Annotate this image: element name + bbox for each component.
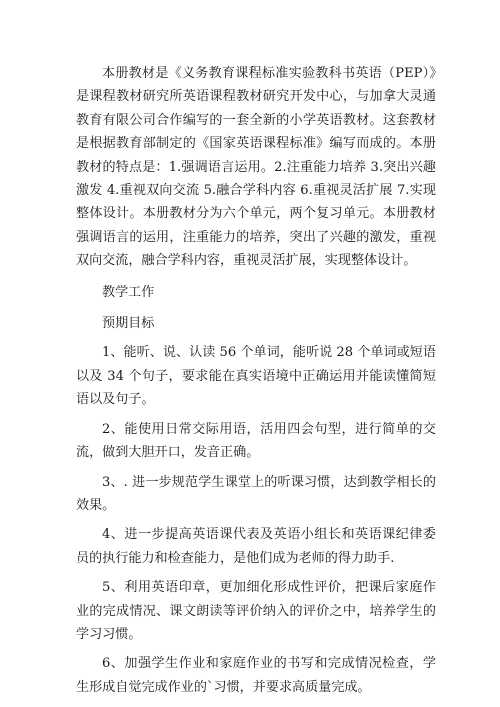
goal-item-4: 4、进一步提高英语课代表及英语小组长和英语课纪律委员的执行能力和检查能力，是他们成为老师的得力助手.: [76, 527, 436, 566]
goal-item-1: 1、能听、说、认读 56 个单词，能听说 28 个单词或短语以及 34 个句子，要求能在真实语境中正确运用并能读懂简短语以及句子。: [76, 345, 436, 408]
goal-item-6: 6、加强学生作业和家庭作业的书写和完成情况检查，学生形成自觉完成作业的`习惯，并要求高质量完成。: [76, 656, 436, 695]
section-heading: 教学工作: [102, 284, 155, 300]
goal-item-5: 5、利用英语印章，更加细化形成性评价，把课后家庭作业的完成情况、课文朗读等评价纳入的评价之中，培养学生的学习习惯。: [76, 580, 436, 642]
intro-paragraph: 本册教材是《义务教育课程标准实验教科书英语（PEP）》是课程教材研究所英语课程教材研究开发中心，与加拿大灵通教育有限公司合作编写的一套全新的小学英语教材。这套教材是根据教育部制定的《国家英语课程标准》编写而成的。本册教材的特点是：1.强调语言运用。2.注重能力培养 3.突出兴趣激发 4.重视双向交流 5.融合学科内容 6.重视灵活扩展 7.实现整体设计。本册教材分为六个单元，两个复习单元。本册教材强调语言的运用，注重能力的培养，突出了兴趣的激发，重视双向交流，融合学科内容，重视灵活扩展，实现整体设计。: [76, 66, 436, 269]
subsection-heading: 预期目标: [102, 316, 155, 332]
goal-item-3: 3、. 进一步规范学生课堂上的听课习惯，达到教学相长的效果。: [76, 474, 436, 513]
goal-item-2: 2、能使用日常交际用语，活用四会句型，进行简单的交流，做到大胆开口，发音正确。: [76, 421, 436, 461]
document-page: [76, 62, 436, 699]
